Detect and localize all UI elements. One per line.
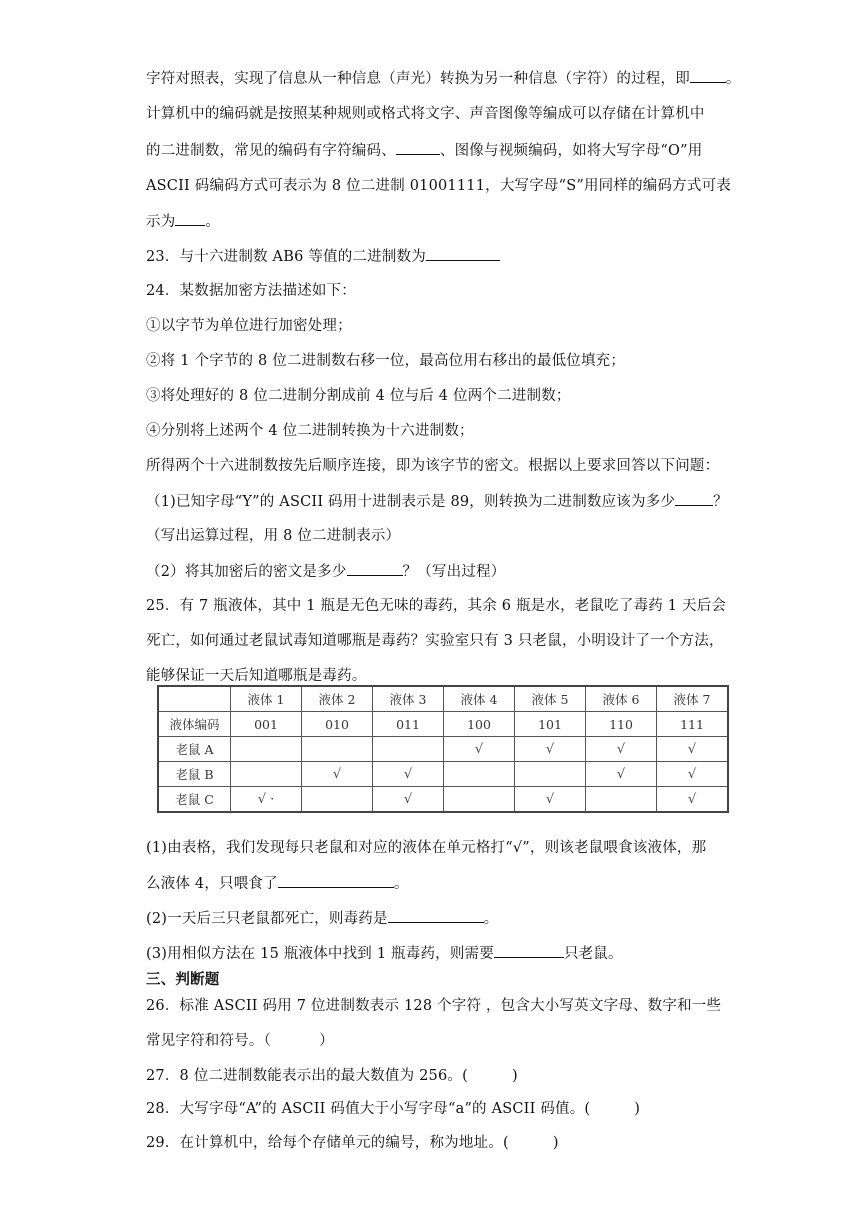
row-label: 老鼠 A	[158, 737, 231, 762]
step-3: ③将处理好的 8 位二进制分割成前 4 位与后 4 位两个二进制数；	[146, 388, 571, 404]
table-header-cell	[158, 686, 231, 712]
check-cell: √	[586, 737, 657, 762]
table-row	[158, 762, 728, 787]
table-header-cell: 液体 3	[373, 686, 444, 712]
text-line: ASCII 码编码方式可表示为 8 位二进制 01001111，大写字母“S”用同样的编码方式可表	[146, 178, 731, 194]
question-27: 27．8 位二进制数能表示出的最大数值为 256。( )	[146, 1068, 518, 1084]
table-header-cell: 液体 2	[302, 686, 373, 712]
step-2: ②将 1 个字节的 8 位二进制数右移一位，最高位用右移出的最低位填充；	[146, 353, 626, 369]
text-line: (1)由表格，我们发现每只老鼠和对应的液体在单元格打“√”，则该老鼠喂食该液体，那	[146, 840, 707, 856]
answer-blank[interactable]	[494, 943, 564, 958]
table-header-cell: 液体 1	[231, 686, 302, 712]
check-cell: √	[302, 762, 373, 787]
answer-blank[interactable]	[396, 140, 440, 155]
question-26: 26．标准 ASCII 码用 7 位进制数表示 128 个字符 ，包含大小写英文字母、数字和一些	[146, 998, 722, 1014]
table-header-row	[158, 686, 728, 712]
text-line: 字符对照表，实现了信息从一种信息（声光）转换为另一种信息（字符）的过程，即 。	[146, 68, 726, 89]
question-28: 28．大写字母“A”的 ASCII 码值大于小写字母“a”的 ASCII 码值。( )	[146, 1101, 641, 1117]
text-line: 计算机中的编码就是按照某种规则或格式将文字、声音图像等编成可以存储在计算机中	[146, 106, 705, 122]
text-line: 的二进制数，常见的编码有字符编码、 、图像与视频编码，如将大写字母“O”用	[146, 140, 726, 161]
check-cell: √	[657, 737, 729, 762]
check-cell	[231, 762, 302, 787]
answer-blank[interactable]	[675, 491, 713, 506]
text-line: 示为 。	[146, 211, 726, 232]
table-cell: 010	[302, 712, 373, 737]
table-row	[158, 787, 728, 813]
check-cell	[444, 762, 515, 787]
step-1: ①以字节为单位进行加密处理；	[146, 318, 352, 334]
row-label: 老鼠 C	[158, 787, 231, 813]
check-cell	[373, 737, 444, 762]
question-25: 25．有 7 瓶液体，其中 1 瓶是无色无味的毒药，其余 6 瓶是水，老鼠吃了毒药 1 天后会	[146, 598, 727, 614]
sub-question-1: （1)已知字母“Y”的 ASCII 码用十进制表示是 89，则转换为二进制数应该为多少 ？	[146, 491, 726, 512]
check-cell: √	[657, 762, 729, 787]
step-4: ④分别将上述两个 4 位二进制转换为十六进制数；	[146, 423, 474, 439]
answer-blank[interactable]	[388, 908, 484, 923]
text-line: 死亡，如何通过老鼠试毒知道哪瓶是毒药？实验室只有 3 只老鼠，小明设计了一个方法，	[146, 633, 724, 649]
row-label: 液体编码	[158, 712, 231, 737]
table-header-cell: 液体 7	[657, 686, 729, 712]
table-row	[158, 712, 728, 737]
check-cell	[302, 787, 373, 813]
check-cell	[302, 737, 373, 762]
text-line: (3)用相似方法在 15 瓶液体中找到 1 瓶毒药，则需要 只老鼠。	[146, 943, 726, 964]
question-24: 24．某数据加密方法描述如下：	[146, 283, 356, 299]
check-cell	[231, 737, 302, 762]
table-cell: 111	[657, 712, 729, 737]
question-29: 29．在计算机中，给每个存储单元的编号，称为地址。( )	[146, 1135, 559, 1151]
text-line: 能够保证一天后知道哪瓶是毒药。	[146, 668, 367, 684]
mouse-poison-table	[157, 685, 729, 813]
check-cell: √	[373, 787, 444, 813]
text-line: 所得两个十六进制数按先后顺序连接，即为该字节的密文。根据以上要求回答以下问题：	[146, 458, 720, 474]
text-line: (2)一天后三只老鼠都死亡，则毒药是 。	[146, 908, 726, 929]
answer-blank[interactable]	[690, 68, 726, 83]
answer-blank[interactable]	[426, 246, 500, 261]
table-header-cell: 液体 6	[586, 686, 657, 712]
text-line: （写出运算过程，用 8 位二进制表示）	[146, 528, 401, 544]
check-cell: √ ·	[231, 787, 302, 813]
section-heading: 三、判断题	[146, 971, 220, 988]
question-23: 23．与十六进制数 AB6 等值的二进制数为	[146, 246, 726, 267]
table-cell: 101	[515, 712, 586, 737]
check-cell: √	[515, 787, 586, 813]
check-cell	[444, 787, 515, 813]
check-cell	[586, 787, 657, 813]
table-cell: 011	[373, 712, 444, 737]
check-cell: √	[515, 737, 586, 762]
check-cell	[515, 762, 586, 787]
check-cell: √	[657, 787, 729, 813]
table-cell: 100	[444, 712, 515, 737]
answer-blank[interactable]	[175, 211, 205, 226]
table-header-cell: 液体 5	[515, 686, 586, 712]
sub-question-2: （2）将其加密后的密文是多少 ？（写出过程）	[146, 561, 726, 582]
table-row	[158, 737, 728, 762]
table-cell: 001	[231, 712, 302, 737]
text-line: 常见字符和符号。（ ）	[146, 1033, 334, 1049]
check-cell: √	[444, 737, 515, 762]
check-cell: √	[586, 762, 657, 787]
answer-blank[interactable]	[347, 561, 403, 576]
text-line: 么液体 4，只喂食了 。	[146, 873, 726, 894]
check-cell: √	[373, 762, 444, 787]
row-label: 老鼠 B	[158, 762, 231, 787]
answer-blank[interactable]	[278, 873, 394, 888]
table-header-cell: 液体 4	[444, 686, 515, 712]
table-cell: 110	[586, 712, 657, 737]
